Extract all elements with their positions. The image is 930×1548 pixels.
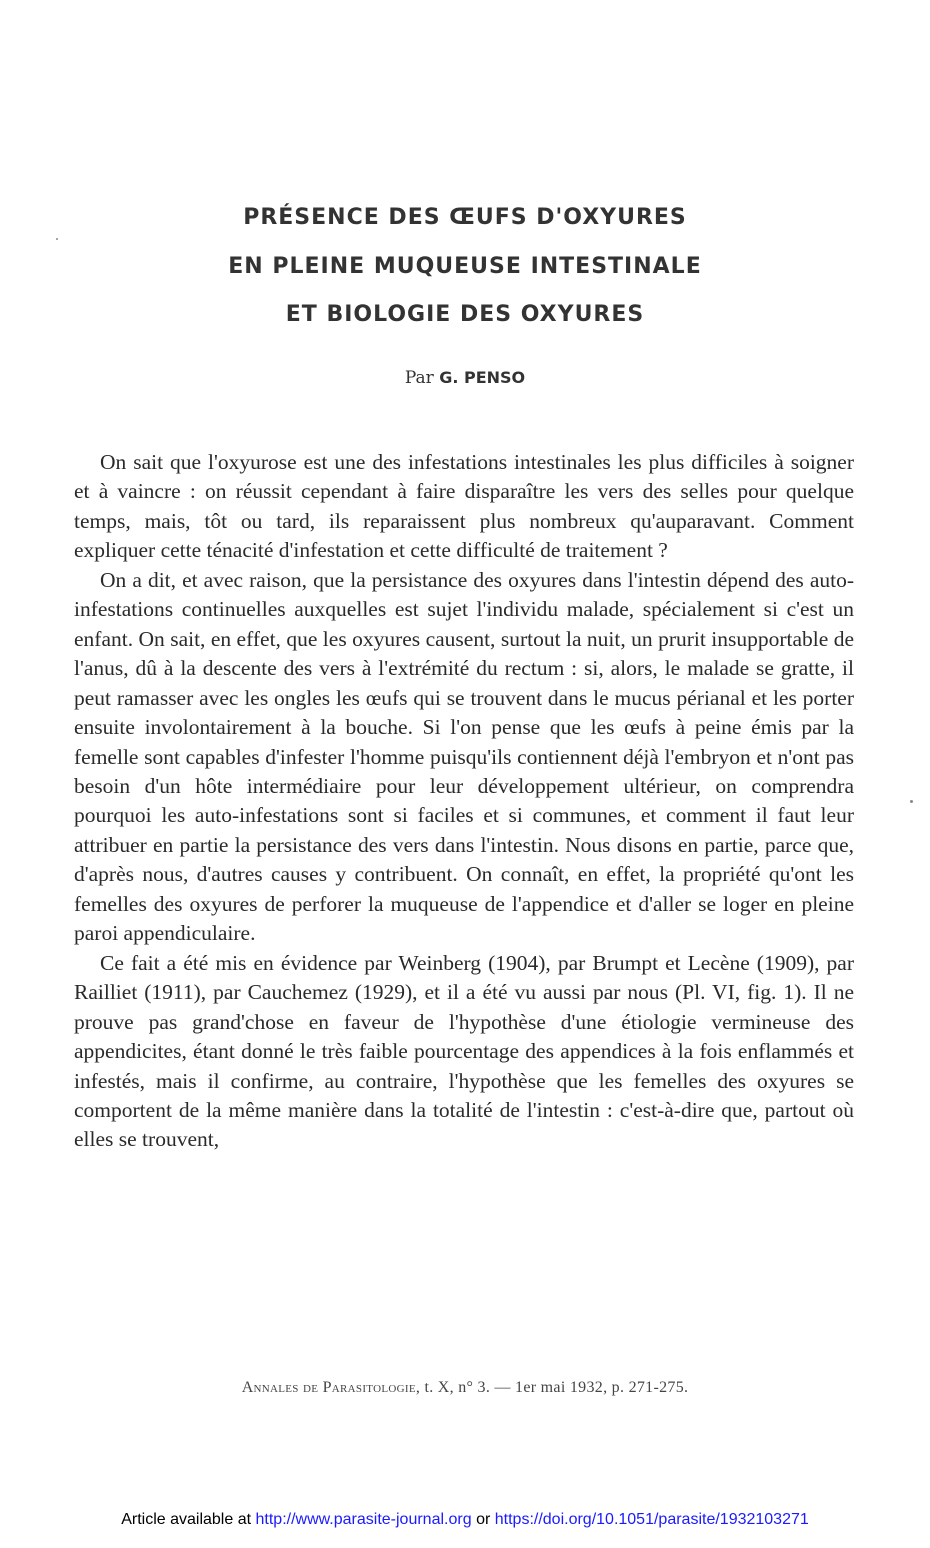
paragraph-1: On sait que l'oxyurose est une des infestations intestinales les plus difficiles à soigner et à vaincre : on réussit cependant à faire disparaître les vers des selles pour quelque temps, mais, tôt ou tard, ils reparaissent plus nombreux qu'auparavant. Comment expliquer cette ténacité d'infestation et cette difficulté de traitement ? xyxy=(74,450,854,563)
journal-link[interactable]: http://www.parasite-journal.org xyxy=(255,1511,472,1528)
journal-reference xyxy=(0,1379,930,1397)
footer-connector: or xyxy=(476,1511,491,1528)
author-prefix: Par xyxy=(404,368,434,388)
author-line xyxy=(0,368,930,388)
footer-prefix: Article available at xyxy=(121,1511,252,1528)
journal-details: , t. X, n° 3. — 1er mai 1932, p. 271-275. xyxy=(415,1379,689,1396)
title-line-3: ET BIOLOGIE DES OXYURES xyxy=(285,302,645,327)
article-body xyxy=(74,448,854,1155)
title-line-1: PRÉSENCE DES ŒUFS D'OXYURES xyxy=(243,205,687,230)
journal-name: Annales de Parasitologie xyxy=(241,1379,416,1396)
scan-speck xyxy=(910,800,913,803)
author-name: G. PENSO xyxy=(439,368,526,387)
doi-link[interactable]: https://doi.org/10.1051/parasite/1932103271 xyxy=(494,1511,809,1528)
paragraph-3: Ce fait a été mis en évidence par Weinberg (1904), par Brumpt et Lecène (1909), par Railliet (1911), par Cauchemez (1929), et il a été vu aussi par nous (Pl. VI, fig. 1). Il ne prouve pas grand'chose en faveur de l'hypothèse d'une étiologie vermineuse des appendicites, étant donné le très faible pourcentage des appendices à la fois enflammés et infestés, mais il confirme, au contraire, l'hypothèse que les femelles des oxyures se comportent de la même manière dans la totalité de l'intestin : c'est-à-dire que, partout où elles se trouvent, xyxy=(74,950,854,1152)
paragraph-2: On a dit, et avec raison, que la persistance des oxyures dans l'intestin dépend des auto-infestations continuelles auxquelles est sujet l'individu malade, spécialement si c'est un enfant. On sait, en effet, que les oxyures causent, surtout la nuit, un prurit insupportable de l'anus, dû à la descente des vers à l'extrémité du rectum : si, alors, le malade se gratte, il peut ramasser avec les ongles les œufs qui se trouvent dans le mucus périanal et les porter ensuite involontairement à la bouche. Si l'on pense que les œufs à peine émis par la femelle sont capables d'infester l'homme puisqu'ils contiennent déjà l'embryon et n'ont pas besoin d'un hôte intermédiaire pour leur développement ultérieur, on comprendra pourquoi les auto-infestations sont si faciles et si communes, et comment il faut leur attribuer en partie la persistance des vers dans l'intestin. Nous disons en partie, parce que, d'après nous, d'autres causes y contribuent. On connaît, en effet, la propriété qu'ont les femelles des oxyures de perforer la muqueuse de l'appendice et d'aller se loger en pleine paroi appendiculaire. xyxy=(74,567,854,946)
title-line-2: EN PLEINE MUQUEUSE INTESTINALE xyxy=(228,254,702,279)
availability-footer xyxy=(0,1511,930,1529)
scan-speck xyxy=(56,238,58,240)
